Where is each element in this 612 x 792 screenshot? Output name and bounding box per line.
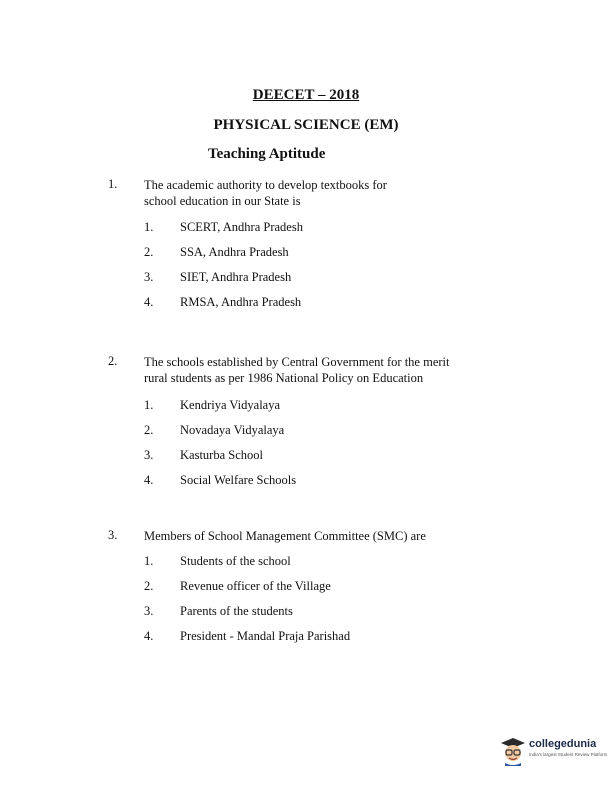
option-text: SIET, Andhra Pradesh [180, 270, 292, 284]
question-text [144, 528, 484, 544]
option-number: 4. [144, 473, 154, 487]
question-line: The academic authority to develop textbooks for [144, 178, 387, 192]
option-text: RMSA, Andhra Pradesh [180, 295, 302, 309]
question-text [144, 354, 484, 386]
section-title: Teaching Aptitude [208, 146, 326, 162]
option-number: 2. [144, 423, 154, 437]
option-number: 1. [144, 398, 154, 412]
option-number: 3. [144, 270, 154, 284]
option-text: Parents of the students [180, 604, 293, 618]
option-text: Novadaya Vidyalaya [180, 423, 285, 437]
option-number: 1. [144, 220, 154, 234]
exam-title: DEECET – 2018 [252, 87, 360, 103]
question-number: 2. [108, 354, 118, 368]
option-text: Social Welfare Schools [180, 473, 297, 487]
option-text: Students of the school [180, 554, 291, 568]
collegedunia-logo[interactable] [500, 734, 610, 768]
logo-tagline: India's largest Student Review Platform [529, 752, 608, 757]
option-number: 3. [144, 448, 154, 462]
question-text [144, 177, 474, 209]
option-text: SSA, Andhra Pradesh [180, 245, 289, 259]
question-number: 1. [108, 177, 118, 191]
option-number: 2. [144, 245, 154, 259]
option-number: 1. [144, 554, 154, 568]
question-number: 3. [108, 528, 118, 542]
subject-title: PHYSICAL SCIENCE (EM) [213, 117, 399, 133]
question-line: rural students as per 1986 National Policy on Education [144, 371, 424, 385]
option-number: 4. [144, 295, 154, 309]
option-text: SCERT, Andhra Pradesh [180, 220, 303, 234]
option-number: 3. [144, 604, 154, 618]
question-line: school education in our State is [144, 194, 301, 208]
logo-text: collegedunia [529, 738, 597, 750]
graduate-mascot-icon [500, 736, 526, 766]
option-text: Kasturba School [180, 448, 263, 462]
option-number: 2. [144, 579, 154, 593]
question-line: Members of School Management Committee (SMC) are [144, 529, 426, 543]
option-text: President - Mandal Praja Parishad [180, 629, 351, 643]
question-line: The schools established by Central Government for the merit [144, 355, 450, 369]
option-text: Kendriya Vidyalaya [180, 398, 281, 412]
option-number: 4. [144, 629, 154, 643]
option-text: Revenue officer of the Village [180, 579, 331, 593]
